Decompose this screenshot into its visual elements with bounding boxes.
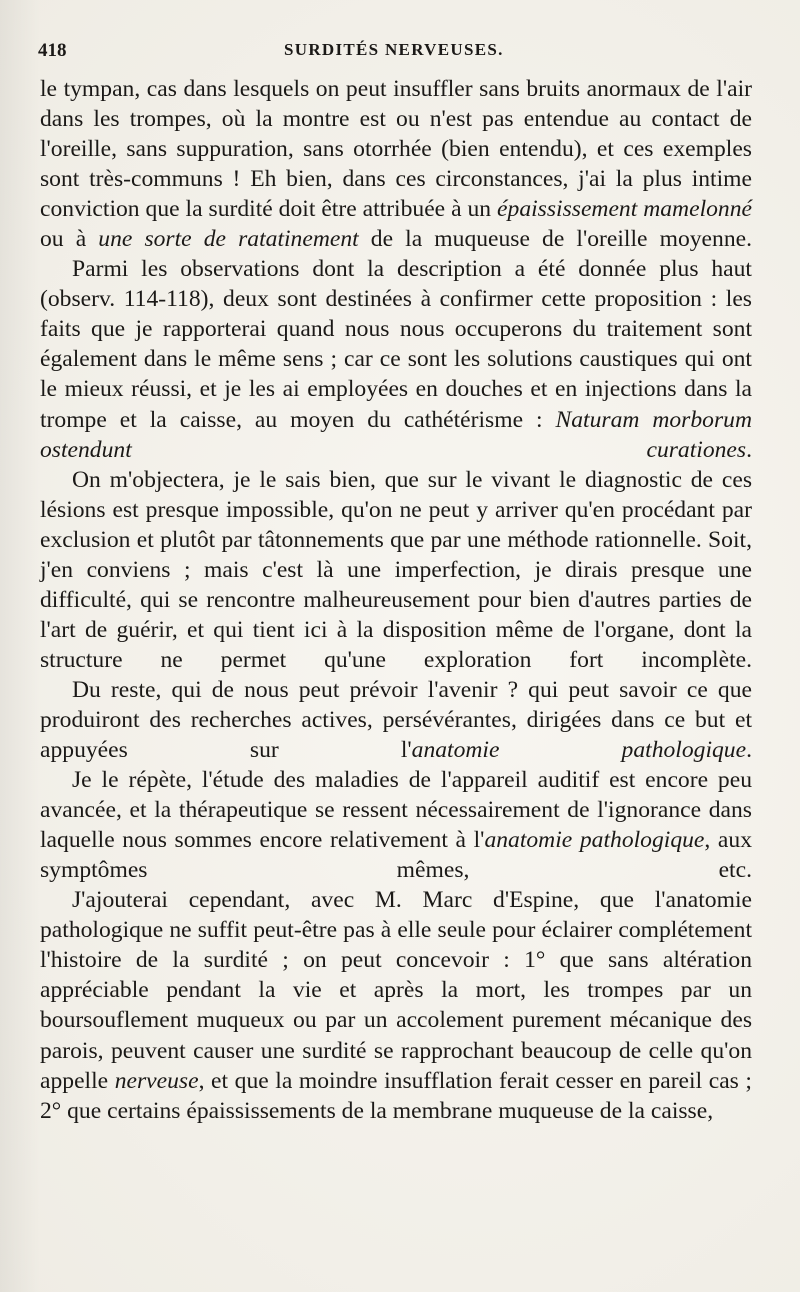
text-run: Du reste, qui de nous peut prévoir l'avenir ? qui peut savoir ce que produiront des recherches actives, persévérantes, dirigées dans ce but et appuyées sur l' [40, 676, 752, 764]
paragraph [40, 885, 752, 1125]
text-run: . [746, 737, 752, 764]
page-header [38, 40, 758, 66]
text-run: . [746, 436, 752, 463]
paragraph [40, 765, 752, 885]
italic-text: anatomie pathologique [411, 737, 747, 764]
paragraph [40, 675, 752, 765]
italic-text: nerveuse [114, 1067, 199, 1094]
text-run: le tympan, cas dans lesquels on peut insuffler sans bruits anormaux de l'air dans les trompes, où la montre est ou n'est pas entendue au contact de l'oreille, sans suppuration, sans otorrhée (bien entendu), et ces exemples sont très-communs ! Eh bien, dans ces circonstances, j'ai la plus intime conviction que la surdité doit être attribuée à un [40, 76, 752, 223]
text-run: Parmi les observations dont la description a été donnée plus haut (observ. 114-118), deux sont destinées à confirmer cette proposition : les faits que je rapporterai quand nous nous occuperons du traitement sont également dans le même sens ; car ce sont les solutions caustiques qui ont le mieux réussi, et je les ai employées en douches et en injections dans la trompe et la caisse, au moyen du cathétérisme : [40, 256, 752, 433]
text-run: Je le répète, l'étude des maladies de l'appareil auditif est encore peu avancée, et la thérapeutique se ressent nécessairement de l'ignorance dans laquelle nous sommes encore relativement à l' [40, 767, 752, 854]
italic-text: Naturam morborum ostendunt curationes [40, 406, 752, 463]
text-run: On m'objectera, je le sais bien, que sur le vivant le diagnostic de ces lésions est presque impossible, qu'on ne peut y arriver qu'en procédant par exclusion et plutôt par tâtonnements que par une méthode rationnelle. Soit, j'en conviens ; mais c'est là une imperfection, je dirais presque une difficulté, qui se rencontre malheureusement pour bien d'autres parties de l'art de guérir, et qui tient ici à la disposition même de l'organe, dont la structure ne permet qu'une exploration fort incomplète. [40, 466, 752, 673]
italic-text: épaississement mamelonné [497, 196, 752, 223]
italic-text: anatomie pathologique [484, 827, 705, 854]
running-head: SURDITÉS NERVEUSES. [284, 40, 504, 59]
text-run: , aux symptômes mêmes, etc. [40, 827, 752, 884]
paragraph [40, 254, 752, 464]
body-text [40, 74, 752, 1126]
italic-text: une sorte de ratatinement [98, 226, 359, 253]
text-run: J'ajouterai cependant, avec M. Marc d'Espine, que l'anatomie pathologique ne suffit peut-être pas à elle seule pour éclairer complétement l'histoire de la surdité ; on peut concevoir : 1° que sans altération appréciable pendant la vie et après la mort, les trompes par un boursouflement muqueux ou par un accolement purement mécanique des parois, peuvent causer une surdité se rapprochant beaucoup de celle qu'on appelle [40, 887, 752, 1094]
paragraph [40, 465, 752, 675]
text-run: ou à [40, 226, 99, 253]
page-number: 418 [38, 40, 67, 61]
text-run: de la muqueuse de l'oreille moyenne. [358, 226, 752, 253]
paragraph [40, 74, 752, 254]
text-run: , et que la moindre insufflation ferait cesser en pareil cas ; 2° que certains épaississements de la membrane muqueuse de la caisse, [40, 1067, 752, 1124]
